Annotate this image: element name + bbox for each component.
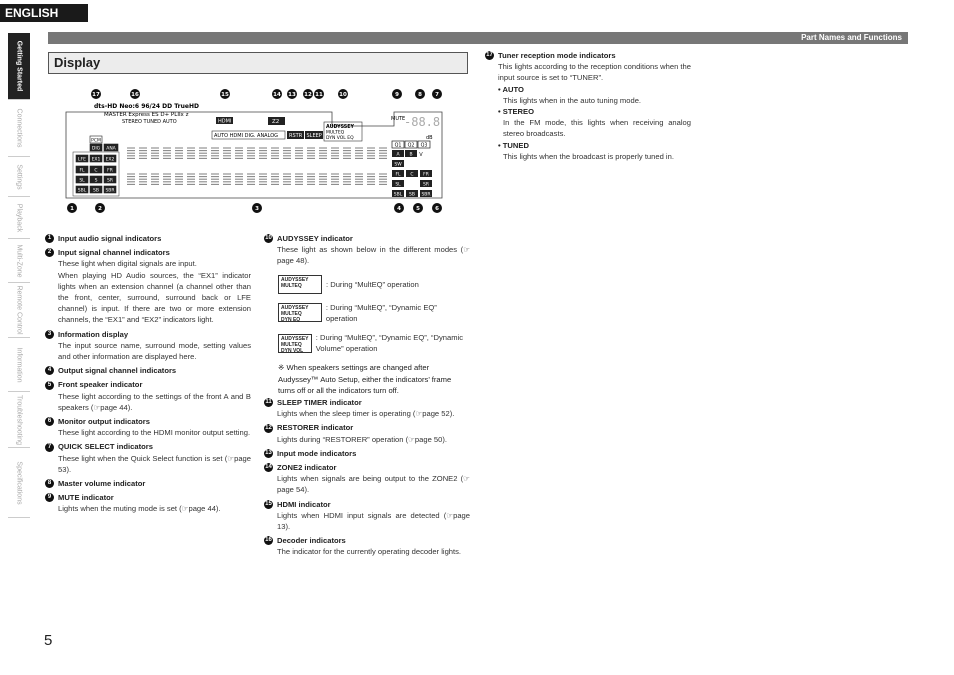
callout-number: 15 (221, 92, 229, 99)
number-badge: 13 (265, 449, 272, 456)
matrix-cell (211, 148, 219, 158)
side-tab[interactable] (8, 338, 30, 392)
output-channel-label: SL (395, 182, 401, 188)
matrix-cell (295, 148, 303, 158)
callout-number: 1 (70, 206, 74, 213)
item-title: Input mode indicators (277, 448, 357, 458)
matrix-cell (283, 174, 291, 184)
tuner-item (485, 50, 691, 84)
quick-select-label: Q1 (394, 143, 402, 149)
number-badge: 14 (265, 464, 272, 471)
matrix-cell (367, 174, 375, 184)
audyssey-mode-desc: : During “MultEQ”, “Dynamic EQ”, “Dynamic Volume” operation (315, 333, 464, 354)
input-channel-label: ANA (106, 146, 116, 152)
matrix-cell (151, 174, 159, 184)
matrix-cell (139, 174, 147, 184)
side-tab[interactable] (8, 239, 30, 283)
quick-select-indicator (418, 141, 430, 149)
legend-item (45, 478, 251, 489)
input-channel-label: SBL (77, 188, 87, 194)
item-title: Decoder indicators (277, 536, 346, 546)
matrix-cell (223, 148, 231, 158)
callout-number: 2 (98, 206, 102, 213)
decoder-text: dts-HD Neo:6 96/24 DD TrueHD (94, 103, 199, 110)
matrix-cell (379, 148, 387, 158)
section-header-title: Part Names and Functions (801, 33, 902, 42)
mode-text: AUTO HDMI DIG. ANALOG (214, 133, 279, 139)
input-channel-indicator (76, 155, 88, 162)
input-channel-label: FL (79, 168, 85, 174)
callout-badge (130, 89, 140, 99)
matrix-cell (271, 174, 279, 184)
matrix-cell (331, 148, 339, 158)
item-title: Monitor output indicators (58, 417, 150, 427)
input-channel-indicator (90, 186, 102, 193)
callout-number: 12 (304, 92, 312, 99)
output-channel-indicator (420, 190, 432, 197)
input-channel-label: EX1 (91, 157, 101, 163)
callout-badge (394, 203, 404, 213)
input-channel-label: SR (107, 178, 113, 184)
input-channel-label: SB (93, 188, 99, 194)
hdmi-text: HDMI (218, 118, 232, 125)
legend-item (45, 441, 251, 475)
matrix-cell (199, 148, 207, 158)
restorer-text: RSTR (289, 133, 303, 139)
item-title: Master volume indicator (58, 479, 146, 489)
bullet-text: This lights when in the auto tuning mode. (503, 95, 642, 105)
matrix-cell (355, 174, 363, 184)
input-channel-label: C (94, 168, 98, 174)
matrix-cell (319, 174, 327, 184)
item-title: Tuner reception mode indicators (498, 51, 616, 60)
output-channel-label: SBR (421, 192, 431, 198)
matrix-cell (187, 174, 195, 184)
matrix-cell (355, 148, 363, 158)
audyssey-box-line: DYN VOL (281, 347, 304, 354)
item-title: Input audio signal indicators (58, 234, 162, 243)
callout-number: 3 (255, 206, 259, 213)
matrix-cell (367, 148, 375, 158)
legend-item (45, 416, 251, 438)
matrix-cell (187, 148, 195, 158)
side-tab-label: Getting Started (15, 40, 23, 92)
language-label: ENGLISH (0, 4, 88, 22)
quick-select-label: Q2 (407, 143, 415, 149)
side-tab-label: Information (15, 346, 23, 383)
number-badge: 4 (45, 366, 54, 375)
callout-badge (303, 89, 313, 99)
matrix-cell (379, 174, 387, 184)
volume-digits: -88.8 (404, 115, 441, 129)
audyssey-modes (264, 275, 470, 355)
quick-select-indicator (405, 141, 417, 149)
callout-number: 17 (92, 92, 100, 99)
section-title: Display (48, 52, 468, 74)
item-body: Lights during “RESTORER” operation (☞page 50). (277, 434, 448, 444)
number-badge: 16 (265, 537, 272, 544)
quick-select-label: Q3 (420, 143, 428, 149)
master-text: MASTER Express ES D+ PLIIx z (104, 112, 189, 118)
matrix-cell (259, 174, 267, 184)
side-tab[interactable] (8, 283, 30, 338)
audyssey-mode-box (278, 275, 322, 294)
input-channel-indicator (76, 186, 88, 193)
audyssey-box-line: MULTEQ (281, 341, 302, 348)
audyssey-line2: MULTEQ (326, 130, 345, 136)
output-channel-label: SR (423, 182, 429, 188)
z2-text: Z2 (272, 119, 280, 125)
top-callouts (91, 89, 442, 99)
legend-item (264, 448, 470, 459)
item-body: Lights when HDMI input signals are detected (☞page 13). (277, 510, 470, 532)
audyssey-mode-row (278, 275, 470, 294)
display-diagram (64, 86, 444, 220)
output-channel-indicator (420, 180, 432, 187)
input-channel-indicator (104, 166, 116, 173)
matrix-cell (163, 174, 171, 184)
number-badge: 5 (45, 381, 54, 390)
side-tab[interactable] (8, 157, 30, 197)
audyssey-line1: AUDYSSEY (326, 125, 355, 130)
side-tab-label: Playback (15, 203, 23, 232)
matrix-cell (127, 148, 135, 158)
middle-column (264, 233, 470, 561)
matrix-cell (283, 148, 291, 158)
legend-item (264, 397, 470, 419)
callout-number: 9 (395, 92, 399, 99)
matrix-cell (235, 174, 243, 184)
matrix-cell (271, 148, 279, 158)
output-channel-indicator (392, 160, 404, 167)
input-channel-indicator (90, 136, 102, 143)
legend-item (45, 492, 251, 514)
item-title: Front speaker indicator (58, 380, 143, 390)
audyssey-mode-desc: : During “MultEQ”, “Dynamic EQ” operation (325, 302, 437, 323)
output-channel-label: B (409, 152, 413, 158)
information-matrix (127, 148, 387, 184)
number-badge: 11 (265, 399, 272, 406)
audyssey-mode-box (278, 303, 322, 322)
matrix-cell (259, 148, 267, 158)
audyssey-box-line: DYN EQ (281, 317, 301, 324)
item-title: HDMI indicator (277, 499, 331, 509)
item-body: Lights when the sleep timer is operating (☞page 52). (277, 409, 455, 419)
input-channel-indicator (90, 176, 102, 183)
side-tab[interactable] (8, 197, 30, 239)
matrix-cell (343, 174, 351, 184)
input-channel-indicator (90, 166, 102, 173)
side-tab[interactable] (8, 448, 30, 518)
number-badge: 2 (45, 248, 54, 257)
matrix-cell (343, 148, 351, 158)
matrix-cell (235, 148, 243, 158)
input-channel-indicator (76, 166, 88, 173)
callout-badge (91, 89, 101, 99)
audyssey-mode-desc: : During “MultEQ” operation (326, 279, 419, 289)
bottom-callouts (67, 203, 442, 213)
number-badge: 6 (45, 417, 54, 426)
legend-item (264, 422, 470, 444)
matrix-cell (211, 174, 219, 184)
legend-item (45, 329, 251, 363)
matrix-cell (223, 174, 231, 184)
item-title: Input signal channel indicators (58, 248, 170, 258)
audyssey-box-line: AUDYSSEY (281, 276, 309, 283)
callout-number: 6 (435, 206, 439, 213)
item-body: Lights when the muting mode is set (☞page 44). (58, 504, 221, 514)
quick-select-grid (392, 141, 430, 149)
item-title: Output signal channel indicators (58, 366, 177, 376)
matrix-cell (127, 174, 135, 184)
item-title: RESTORER indicator (277, 423, 354, 433)
matrix-cell (139, 148, 147, 158)
input-channel-label: PCM (91, 138, 101, 144)
item-body: The indicator for the currently operating decoder lights. (277, 547, 462, 557)
audyssey-box-line: AUDYSSEY (281, 335, 309, 342)
bullet-label: • STEREO (498, 107, 534, 117)
matrix-cell (163, 148, 171, 158)
number-badge: 9 (45, 493, 54, 502)
callout-badge (67, 203, 77, 213)
callout-badge (314, 89, 324, 99)
tuner-bullets (485, 84, 691, 162)
item-body: The input source name, surround mode, setting values and other information are displayed here. (58, 340, 251, 362)
bullet-text: In the FM mode, this lights when receiving analog stereo broadcasts. (503, 118, 691, 139)
output-channel-label: SBL (393, 192, 403, 198)
output-channel-indicator (406, 170, 418, 177)
callout-badge (413, 203, 423, 213)
audyssey-mode-row (278, 302, 470, 324)
audyssey-box-line (281, 289, 319, 295)
input-channel-indicator (104, 186, 116, 193)
input-channel-indicator (104, 144, 118, 151)
audyssey-box-line: MULTEQ (281, 282, 302, 289)
bullet-label: • AUTO (498, 84, 524, 94)
output-channel-grid (392, 150, 432, 197)
number-badge: 7 (45, 443, 54, 452)
item-body: These light according to the settings of the front A and B speakers (☞page 44). (58, 391, 251, 412)
db-text: dB (426, 135, 433, 141)
audyssey-box-line: AUDYSSEY (281, 305, 309, 312)
callout-badge (220, 89, 230, 99)
input-channel-indicator (76, 176, 88, 183)
output-channel-label: FR (423, 172, 429, 178)
sleep-text: SLEEP (306, 133, 322, 139)
number-badge: 10 (265, 235, 272, 242)
matrix-cell (307, 148, 315, 158)
output-channel-indicator (420, 170, 432, 177)
matrix-cell (175, 174, 183, 184)
item-title: MUTE indicator (58, 493, 114, 503)
callout-badge (415, 89, 425, 99)
callout-number: 13 (288, 92, 296, 99)
legend-item (45, 379, 251, 413)
input-channel-label: S (94, 178, 98, 184)
item-body: This lights according to the reception conditions when the input source is set to “TUNER”. (498, 62, 691, 83)
output-channel-label: A (396, 152, 400, 158)
left-column (45, 233, 251, 518)
callout-badge (272, 89, 282, 99)
callout-number: 10 (339, 92, 347, 99)
callout-badge (338, 89, 348, 99)
input-channel-grid (73, 136, 119, 196)
side-tab-label: Remote Control (15, 285, 23, 335)
input-channel-label: DIG (91, 146, 101, 152)
audyssey-item (264, 233, 470, 267)
input-channel-label: SBR (105, 188, 115, 194)
middle-items (264, 397, 470, 558)
input-channel-indicator (90, 155, 102, 162)
callout-number: 4 (397, 206, 401, 213)
output-channel-indicator (406, 190, 418, 197)
callout-badge (392, 89, 402, 99)
output-channel-indicator (392, 190, 404, 197)
matrix-cell (307, 174, 315, 184)
input-channel-label: FR (107, 168, 113, 174)
legend-item (45, 247, 251, 325)
matrix-cell (319, 148, 327, 158)
bullet-text: This lights when the broadcast is properly tuned in. (503, 151, 674, 161)
input-channel-indicator (104, 155, 116, 162)
matrix-cell (175, 148, 183, 158)
output-channel-label: SW (394, 162, 402, 168)
monitor-label: V (419, 152, 423, 158)
item-title: SLEEP TIMER indicator (277, 398, 362, 408)
matrix-cell (199, 174, 207, 184)
callout-number: 11 (315, 92, 323, 99)
callout-number: 8 (418, 92, 422, 99)
audyssey-mode-box (278, 334, 312, 353)
input-channel-label: LFE (78, 157, 86, 163)
output-channel-label: FL (395, 172, 401, 178)
legend-item (45, 365, 251, 376)
output-channel-indicator (405, 150, 417, 157)
item-body: These light when digital signals are input. When playing HD Audio sources, the “EX1” indicator lights when an extension channel (a channel other than the front, center, surround, surround back or LFE channel) is input. If there are two or more extension channels, the “EX1” and “EX2” indicators light. (58, 259, 251, 325)
right-column (485, 50, 691, 162)
output-channel-indicator (392, 170, 404, 177)
legend-item (264, 462, 470, 496)
callout-badge (252, 203, 262, 213)
matrix-cell (331, 174, 339, 184)
callout-number: 5 (416, 206, 420, 213)
side-tab[interactable] (8, 392, 30, 448)
side-tab[interactable] (8, 33, 30, 100)
side-tab[interactable] (8, 100, 30, 157)
item-title: ZONE2 indicator (277, 463, 337, 473)
item-title: Information display (58, 329, 129, 339)
matrix-cell (247, 148, 255, 158)
section-header-bar (48, 32, 908, 44)
side-tab-label: Multi-Zone (15, 243, 23, 278)
side-tab-label: Settings (15, 163, 23, 190)
quick-select-indicator (392, 141, 404, 149)
output-channel-indicator (392, 150, 404, 157)
callout-badge (287, 89, 297, 99)
number-badge: 12 (265, 424, 272, 431)
item-body: These light as shown below in the different modes (☞page 48). (277, 245, 470, 266)
page-number: 5 (44, 632, 53, 649)
side-tab-label: Connections (15, 108, 23, 148)
stereo-text: STEREO TUNED AUTO (122, 119, 177, 125)
item-body: These light according to the HDMI monitor output setting. (58, 428, 251, 438)
output-channel-label: C (410, 172, 414, 178)
number-badge: 15 (265, 500, 272, 507)
legend-item (264, 499, 470, 533)
matrix-cell (151, 148, 159, 158)
legend-item (45, 233, 251, 244)
callout-number: 16 (131, 92, 139, 99)
item-title: AUDYSSEY indicator (277, 234, 353, 243)
callout-number: 7 (435, 92, 439, 99)
callout-badge (432, 89, 442, 99)
input-channel-label: EX2 (105, 157, 115, 163)
input-channel-label: SL (79, 178, 85, 184)
audyssey-line3: DYN VOL EQ (326, 136, 354, 141)
mute-text: MUTE (391, 116, 406, 122)
matrix-cell (295, 174, 303, 184)
item-body: Lights when signals are being output to the ZONE2 (☞page 54). (277, 474, 470, 495)
number-badge: 1 (45, 234, 54, 243)
number-badge: 17 (486, 52, 493, 59)
input-channel-indicator (90, 144, 102, 151)
legend-item (264, 535, 470, 557)
bullet-label: • TUNED (498, 140, 529, 150)
audyssey-mode-row (278, 332, 470, 354)
output-channel-indicator (392, 180, 404, 187)
callout-badge (95, 203, 105, 213)
item-body: These light when the Quick Select function is set (☞page 53). (58, 453, 251, 474)
input-channel-indicator (104, 176, 116, 183)
output-channel-label: SB (409, 192, 415, 198)
matrix-cell (247, 174, 255, 184)
number-badge: 3 (45, 330, 54, 339)
side-tab-label: Troubleshooting (15, 394, 23, 445)
audyssey-box-line: MULTEQ (281, 311, 302, 318)
audyssey-note: ※ When speakers settings are changed after Audyssey™ Auto Setup, either the indicators’ frame turns off or all the indicators turn off. (278, 363, 452, 395)
side-tab-label: Specifications (15, 460, 23, 505)
item-title: QUICK SELECT indicators (58, 442, 153, 452)
callout-number: 14 (273, 92, 281, 99)
callout-badge (432, 203, 442, 213)
number-badge: 8 (45, 479, 54, 488)
